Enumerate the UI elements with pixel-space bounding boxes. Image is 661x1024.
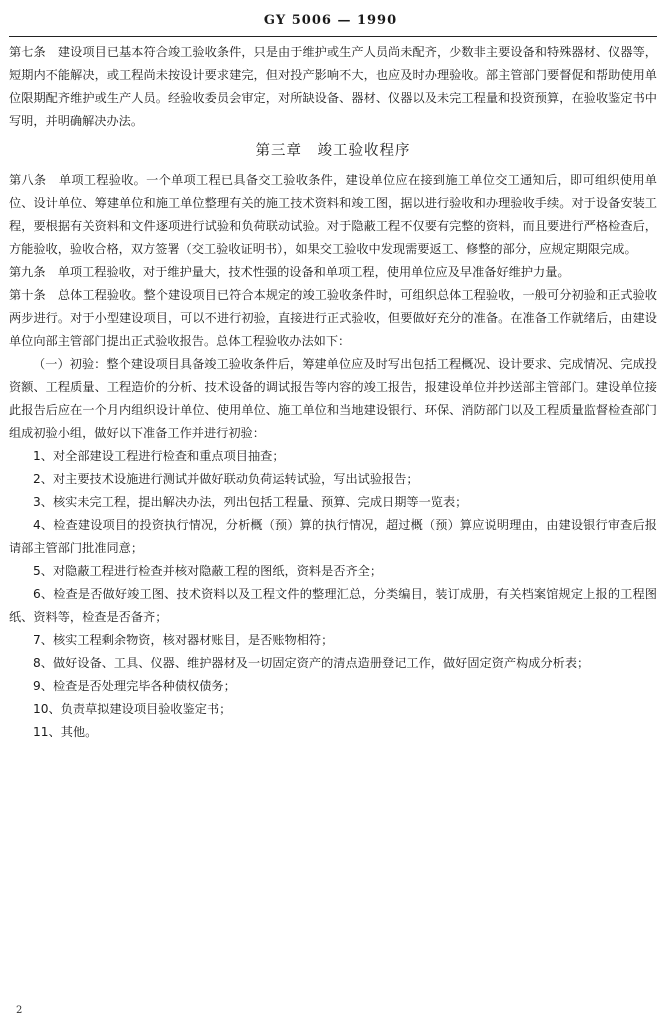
header-rule: [9, 36, 657, 37]
article-10: 第十条 总体工程验收。整个建设项目已符合本规定的竣工验收条件时，可组织总体工程验收，一般可分初验和正式验收两步进行。对于小型建设项目，可以不进行初验，直接进行正式验收，但要做好充分的准备。在准备工作就绪后，由建设单位向部主管部门提出正式验收报告。总体工程验收办法如下：: [9, 288, 657, 348]
list-item-8: 8、做好设备、工具、仪器、维护器材及一切固定资产的清点造册登记工作，做好固定资产构成分析表；: [33, 656, 590, 670]
list-item-6: 6、检查是否做好竣工图、技术资料以及工程文件的整理汇总，分类编目，装订成册，有关档案馆规定上报的工程图纸、资料等，检查是否备齐；: [9, 587, 657, 624]
article-7: 第七条 建设项目已基本符合竣工验收条件，只是由于维护或生产人员尚未配齐，少数非主要设备和特殊器材、仪器等，短期内不能解决，或工程尚未按设计要求建完，但对投产影响不大，也应及时办理验收。部主管部门要督促和帮助使用单位限期配齐维护或生产人员。经验收委员会审定，对所缺设备、器材、仪器以及未完工程量和投资预算，在验收鉴定书中写明，并明确解决办法。: [9, 45, 657, 128]
list-item-7: 7、核实工程剩余物资，核对器材账目，是否账物相符；: [33, 633, 334, 647]
section-initial-inspection: （一）初验：整个建设项目具备竣工验收条件后，筹建单位应及时写出包括工程概况、设计要求、完成情况、完成投资额、工程质量、工程造价的分析、技术设备的调试报告等内容的竣工报告，报建设单位并抄送部主管部门。建设单位接此报告后应在一个月内组织设计单位、使用单位、施工单位和当地建设银行、环保、消防部门以及工程质量监督检查部门组成初验小组，做好以下准备工作并进行初验：: [9, 357, 657, 440]
list-item-10: 10、负责草拟建设项目验收鉴定书；: [33, 702, 232, 716]
list-item-9: 9、检查是否处理完毕各种债权债务；: [33, 679, 236, 693]
list-item-1: 1、对全部建设工程进行检查和重点项目抽查；: [33, 449, 285, 463]
chapter-3-title: 第三章 竣工验收程序: [255, 143, 411, 159]
article-8: 第八条 单项工程验收。一个单项工程已具备交工验收条件，建设单位应在接到施工单位交工通知后，即可组织使用单位、设计单位、筹建单位和施工单位整理有关的施工技术资料和竣工图，据以进行验收和办理验收手续。对于设备安装工程，要根据有关资料和文件逐项进行试验和负荷联动试验。对于隐蔽工程不仅要有完整的资料，而且要进行严格检查后，方能验收，验收合格，双方签署（交工验收证明书），如果交工验收中发现需要返工、修整的部分，应规定期限完成。: [9, 173, 657, 256]
article-9: 第九条 单项工程验收，对于维护量大，技术性强的设备和单项工程，使用单位应及早准备好维护力量。: [9, 265, 570, 279]
list-item-3: 3、核实未完工程，提出解决办法，列出包括工程量、预算、完成日期等一览表；: [33, 495, 468, 509]
list-item-5: 5、对隐蔽工程进行检查并核对隐蔽工程的图纸，资料是否齐全；: [33, 564, 383, 578]
document-body: [9, 41, 657, 744]
page-number: 2: [16, 1005, 23, 1016]
list-item-4: 4、检查建设项目的投资执行情况，分析概（预）算的执行情况，超过概（预）算应说明理由，由建设银行审查后报请部主管部门批准同意；: [9, 518, 657, 555]
list-item-2: 2、对主要技术设施进行测试并做好联动负荷运转试验，写出试验报告；: [33, 472, 419, 486]
list-item-11: 11、其他。: [33, 725, 98, 739]
standard-code-header: GY 5006 — 1990: [263, 13, 398, 28]
